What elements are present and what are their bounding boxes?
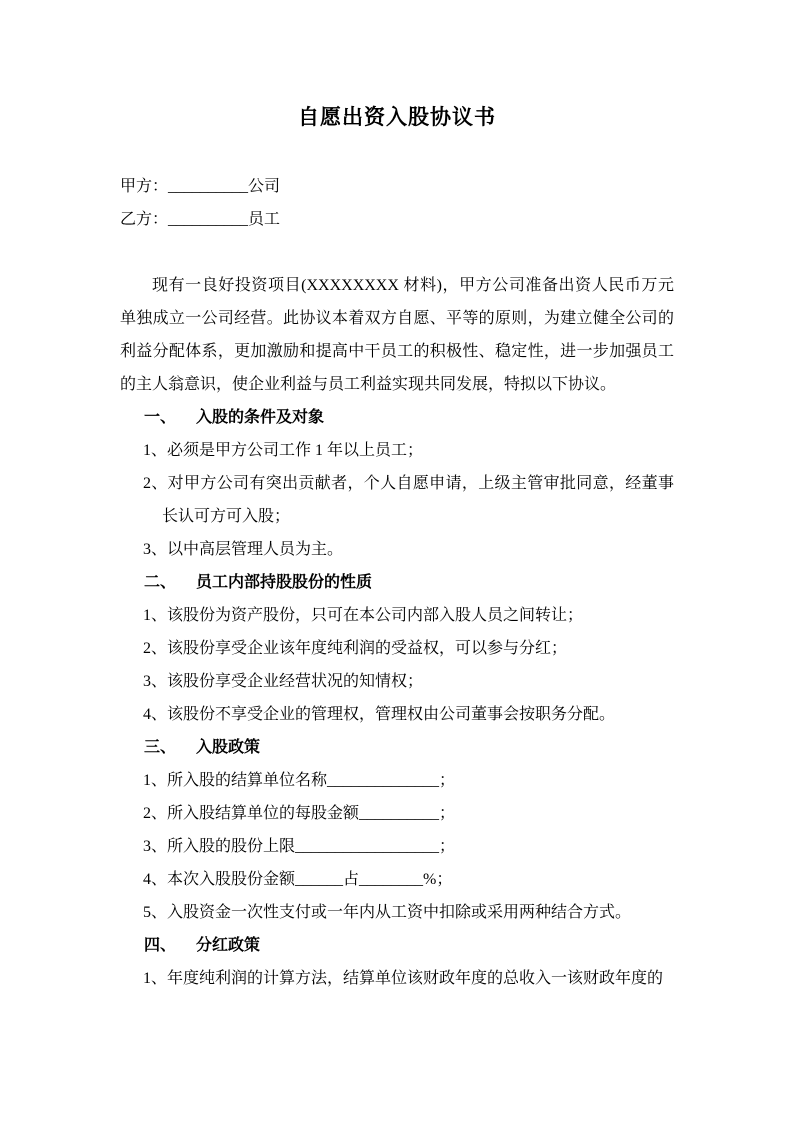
section-1-item-2: 2、对甲方公司有突出贡献者，个人自愿申请，上级主管审批同意，经董事长认可方可入股； — [143, 475, 674, 525]
section-3-header — [144, 731, 674, 764]
section-3-item-3: 3、所入股的股份上限__________________； — [143, 838, 456, 855]
intro-paragraph: 现有一良好投资项目(XXXXXXXX 材料)，甲方公司准备出资人民币万元单独成立一公司经营。此协议本着双方自愿、平等的原则，为建立健全公司的利益分配体系，更加激励和提高中干员工的积极性、稳定性，进一步加强员工的主人翁意识，使企业利益与员工利益实现共同发展，特拟以下协议。 — [120, 277, 674, 393]
document-title: 自愿出资入股协议书 — [298, 105, 496, 129]
section-3-item-5: 5、入股资金一次性支付或一年内从工资中扣除或采用两种结合方式。 — [143, 904, 632, 921]
section-2-item-4: 4、该股份不享受企业的管理权，管理权由公司董事会按职务分配。 — [143, 706, 616, 723]
section-3-number: 三、 — [144, 739, 177, 756]
section-3-title: 入股政策 — [196, 739, 261, 756]
party-block — [120, 170, 674, 236]
section-2-title: 员工内部持股股份的性质 — [196, 574, 373, 591]
section-2-item-1: 1、该股份为资产股份，只可在本公司内部入股人员之间转让； — [143, 607, 584, 624]
section-1-title: 入股的条件及对象 — [196, 409, 325, 426]
section-4-item-1: 1、年度纯利润的计算方法，结算单位该财政年度的总收入一该财政年度的 — [143, 970, 664, 987]
section-4-number: 四、 — [144, 937, 177, 954]
section-2-item-2: 2、该股份享受企业该年度纯利润的受益权，可以参与分红； — [143, 640, 568, 657]
section-4-header — [144, 929, 674, 962]
section-3-item-4: 4、本次入股股份金额______占________%； — [143, 871, 453, 888]
section-3-item-2: 2、所入股结算单位的每股金额__________； — [143, 805, 456, 822]
section-2-item-3: 3、该股份享受企业经营状况的知情权； — [143, 673, 424, 690]
section-1-number: 一、 — [144, 409, 177, 426]
section-2-number: 二、 — [144, 574, 177, 591]
section-1-item-1: 1、必须是甲方公司工作 1 年以上员工； — [143, 442, 424, 459]
section-1-item-3: 3、以中高层管理人员为主。 — [143, 541, 344, 558]
party-a-line: 甲方：__________公司 — [120, 178, 281, 195]
section-3-item-1: 1、所入股的结算单位名称______________； — [143, 772, 456, 789]
party-b-line: 乙方：__________员工 — [120, 211, 281, 228]
section-4-title: 分红政策 — [196, 937, 261, 954]
section-2-header — [144, 566, 674, 599]
section-1-header — [144, 401, 674, 434]
